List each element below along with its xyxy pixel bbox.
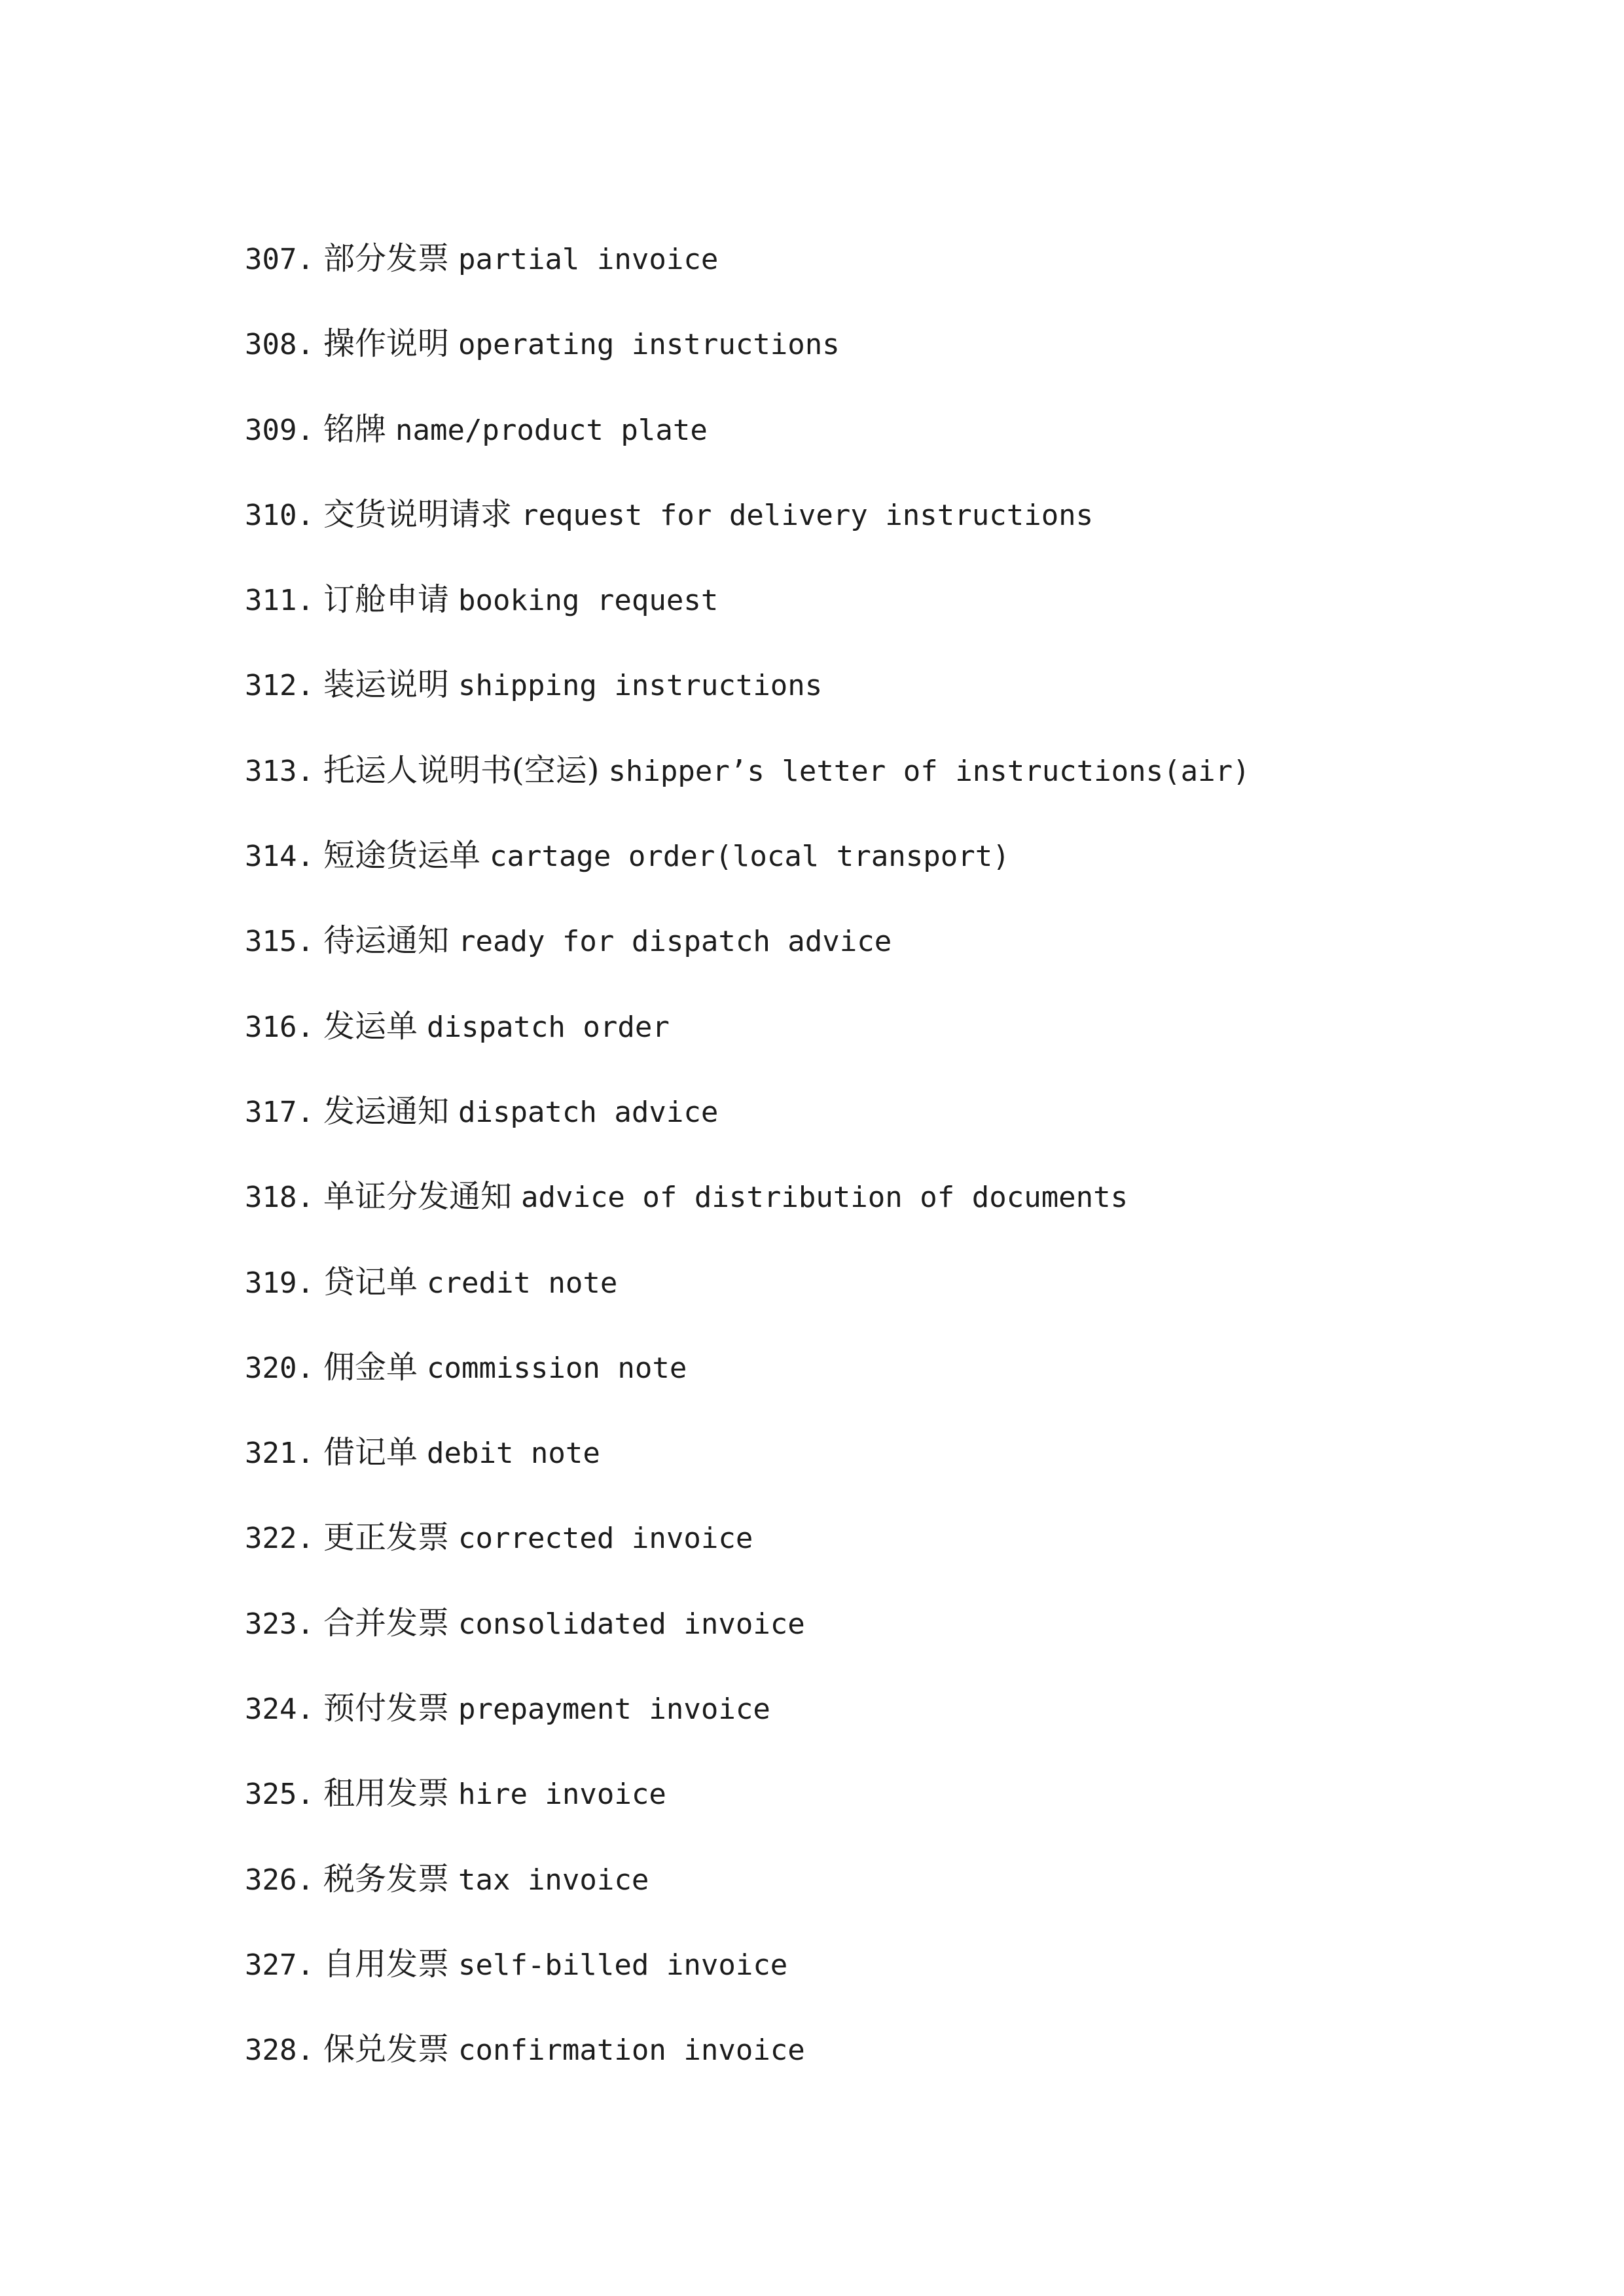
chinese-term: 合并发票 [323,1604,449,1641]
english-term: commission note [426,1351,687,1385]
glossary-entry [245,1429,1250,1515]
entry-number: 327. [245,1948,314,1982]
english-term: cartage order(local transport) [489,840,1010,874]
glossary-entry [245,406,1250,492]
english-term: request for delivery instructions [520,498,1094,532]
glossary-entry [245,1856,1250,1941]
chinese-term: 部分发票 [323,240,449,277]
entry-number: 320. [245,1351,314,1385]
chinese-term: 预付发票 [323,1690,449,1727]
english-term: name/product plate [395,413,708,447]
english-term: tax invoice [458,1863,649,1897]
entry-number: 312. [245,669,314,703]
glossary-entry [245,2026,1250,2111]
entry-number: 323. [245,1607,314,1641]
chinese-term: 自用发票 [323,1945,449,1982]
chinese-term: 发运单 [323,1007,418,1045]
entry-number: 324. [245,1693,314,1727]
glossary-entry [245,1174,1250,1259]
glossary-entry [245,236,1250,321]
entry-number: 314. [245,840,314,874]
english-term: credit note [426,1266,618,1300]
chinese-term: 交货说明请求 [323,495,512,533]
english-term: confirmation invoice [458,2034,805,2068]
entry-number: 317. [245,1095,314,1129]
chinese-term: 单证分发通知 [323,1178,512,1215]
chinese-term: 保兑发票 [323,2031,449,2068]
glossary-entry [245,1344,1250,1429]
glossary-entry [245,1770,1250,1856]
entry-number: 318. [245,1181,314,1215]
glossary-entry [245,577,1250,662]
english-term: advice of distribution of documents [520,1181,1128,1215]
glossary-entry [245,1088,1250,1174]
glossary-entry [245,1003,1250,1088]
glossary-entry [245,1941,1250,2026]
english-term: corrected invoice [458,1522,753,1556]
glossary-entry [245,1685,1250,1770]
chinese-term: 短途货运单 [323,837,480,874]
entry-number: 326. [245,1863,314,1897]
entry-number: 308. [245,328,314,362]
glossary-entry [245,1515,1250,1600]
chinese-term: 操作说明 [323,325,449,363]
english-term: dispatch order [426,1010,670,1044]
chinese-term: 贷记单 [323,1263,418,1300]
glossary-entry [245,747,1250,833]
chinese-term: 托运人说明书(空运) [323,751,600,789]
chinese-term: 更正发票 [323,1519,449,1556]
entry-number: 313. [245,754,314,788]
chinese-term: 待运通知 [323,922,449,960]
glossary-entry [245,1259,1250,1344]
english-term: dispatch advice [458,1095,719,1129]
chinese-term: 订舱申请 [323,581,449,619]
english-term: hire invoice [458,1778,666,1812]
entry-number: 319. [245,1266,314,1300]
english-term: partial invoice [458,243,719,276]
entry-number: 322. [245,1522,314,1556]
entry-number: 307. [245,243,314,276]
glossary-entry [245,662,1250,747]
glossary-entry [245,492,1250,577]
english-term: prepayment invoice [458,1693,770,1727]
chinese-term: 租用发票 [323,1775,449,1812]
entry-number: 321. [245,1437,314,1471]
glossary-entry [245,833,1250,918]
chinese-term: 装运说明 [323,666,449,704]
glossary-entry [245,321,1250,406]
english-term: operating instructions [458,328,840,362]
english-term: shipping instructions [458,669,823,703]
glossary-entry [245,918,1250,1003]
glossary-entry [245,1600,1250,1685]
chinese-term: 佣金单 [323,1348,418,1386]
chinese-term: 税务发票 [323,1860,449,1897]
glossary-list [245,236,1250,2112]
english-term: consolidated invoice [458,1607,805,1641]
entry-number: 315. [245,925,314,959]
english-term: debit note [426,1437,600,1471]
entry-number: 316. [245,1010,314,1044]
english-term: ready for dispatch advice [458,925,892,959]
entry-number: 309. [245,413,314,447]
english-term: self-billed invoice [458,1948,788,1982]
entry-number: 310. [245,498,314,532]
entry-number: 325. [245,1778,314,1812]
chinese-term: 铭牌 [323,410,386,448]
entry-number: 328. [245,2034,314,2068]
english-term: shipper’s letter of instructions(air) [608,754,1250,788]
chinese-term: 发运通知 [323,1092,449,1130]
chinese-term: 借记单 [323,1434,418,1471]
entry-number: 311. [245,584,314,618]
english-term: booking request [458,584,719,618]
